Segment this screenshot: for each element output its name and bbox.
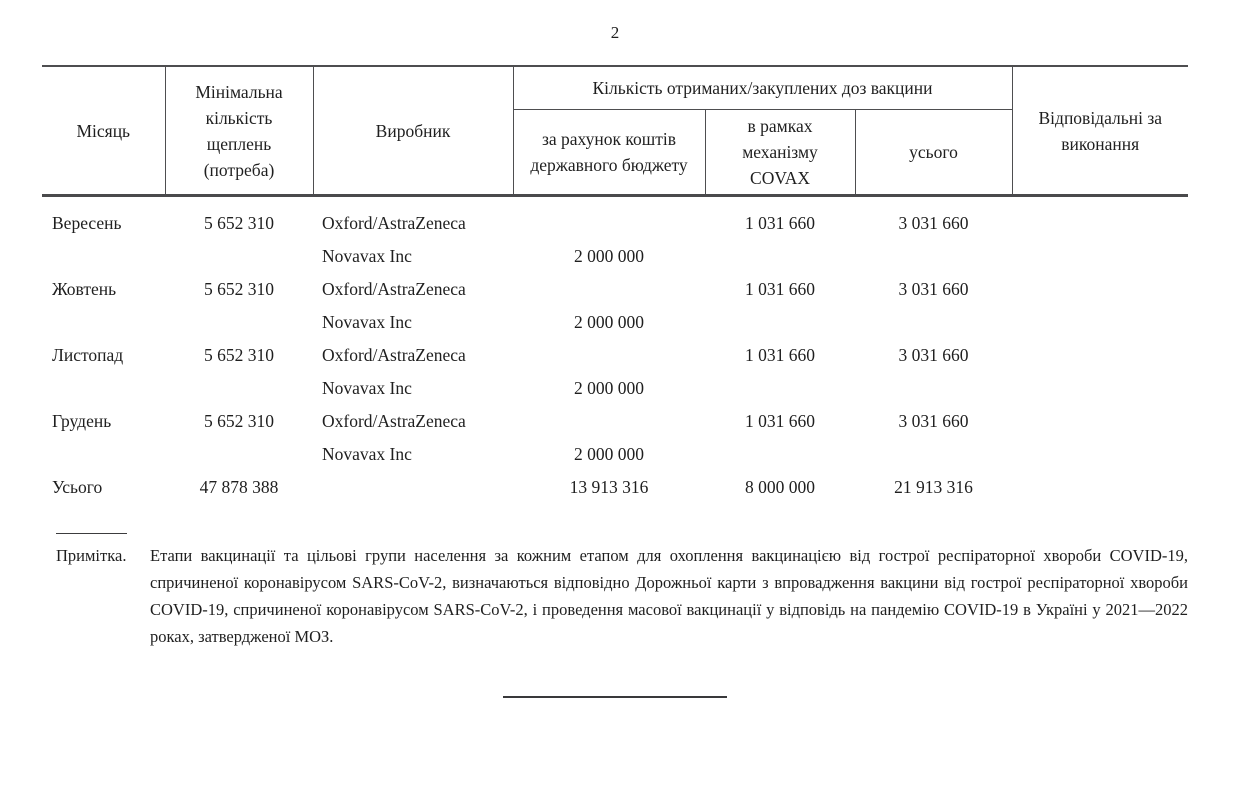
col-header-total: усього bbox=[855, 110, 1012, 196]
cell-total: 3 031 660 bbox=[898, 279, 969, 299]
cell-manufacturer: Novavax Inc bbox=[322, 312, 412, 332]
cell-responsible bbox=[1012, 196, 1188, 241]
cell-covax bbox=[705, 372, 855, 405]
cell-min-count: 5 652 310 bbox=[204, 411, 274, 431]
cell-total bbox=[855, 372, 1012, 405]
cell-state-budget: 2 000 000 bbox=[574, 246, 644, 266]
cell-total bbox=[855, 438, 1012, 471]
cell-covax bbox=[705, 438, 855, 471]
cell-min-count: 5 652 310 bbox=[204, 213, 274, 233]
col-header-responsible: Відповідальні за виконання bbox=[1012, 66, 1188, 196]
table-row bbox=[42, 438, 1188, 471]
cell-state-budget bbox=[513, 273, 705, 306]
col-header-state-budget: за рахунок коштів державного бюджету bbox=[513, 110, 705, 196]
cell-month: Жовтень bbox=[52, 279, 117, 299]
cell-responsible bbox=[1012, 306, 1188, 339]
table-row bbox=[42, 306, 1188, 339]
cell-month bbox=[42, 240, 165, 273]
table-body bbox=[42, 196, 1188, 505]
table-row bbox=[42, 240, 1188, 273]
cell-manufacturer: Novavax Inc bbox=[322, 246, 412, 266]
cell-total: 21 913 316 bbox=[894, 477, 973, 497]
vaccine-doses-table bbox=[42, 65, 1188, 504]
table-row bbox=[42, 273, 1188, 306]
cell-responsible bbox=[1012, 339, 1188, 372]
cell-responsible bbox=[1012, 240, 1188, 273]
col-header-covax: в рамках механізму COVAX bbox=[705, 110, 855, 196]
cell-total: 3 031 660 bbox=[898, 345, 969, 365]
cell-state-budget: 2 000 000 bbox=[574, 378, 644, 398]
cell-min-count bbox=[165, 372, 313, 405]
cell-state-budget bbox=[513, 405, 705, 438]
cell-responsible bbox=[1012, 438, 1188, 471]
col-header-min-count: Мінімальна кількість щеплень (потреба) bbox=[165, 66, 313, 196]
cell-manufacturer: Novavax Inc bbox=[322, 378, 412, 398]
cell-state-budget: 13 913 316 bbox=[569, 477, 649, 497]
cell-total bbox=[855, 306, 1012, 339]
cell-state-budget: 2 000 000 bbox=[574, 444, 644, 464]
cell-responsible bbox=[1012, 471, 1188, 504]
table-row bbox=[42, 405, 1188, 438]
cell-month: Грудень bbox=[52, 411, 112, 431]
header-row-1 bbox=[42, 66, 1188, 110]
cell-manufacturer: Oxford/AstraZeneca bbox=[322, 345, 466, 365]
cell-responsible bbox=[1012, 405, 1188, 438]
cell-state-budget bbox=[513, 196, 705, 241]
table-header bbox=[42, 66, 1188, 196]
cell-month: Усього bbox=[52, 477, 103, 497]
cell-covax bbox=[705, 240, 855, 273]
signature-rule bbox=[503, 696, 727, 698]
cell-manufacturer: Oxford/AstraZeneca bbox=[322, 279, 466, 299]
cell-min-count: 5 652 310 bbox=[204, 279, 274, 299]
note-label: Примітка. bbox=[56, 546, 127, 565]
note-block bbox=[56, 542, 1188, 650]
col-header-manufacturer: Виробник bbox=[313, 66, 513, 196]
note-text: Етапи вакцинації та цільові групи населення за кожним етапом для охоплення вакцинацією від гострої респіраторної хвороби COVID-19, спричиненої коронавірусом SARS-CoV-2, визначаються відповідно Дорожньої карти з впровадження вакцини від гострої респіраторної хвороби COVID-19, спричиненої коронавірусом SARS-CoV-2, і проведення масової вакцинації у відповідь на пандемію COVID-19 в Україні у 2021—2022 роках, затвердженої МОЗ. bbox=[150, 546, 1188, 646]
page-number: 2 bbox=[610, 23, 620, 42]
cell-manufacturer: Oxford/AstraZeneca bbox=[322, 411, 466, 431]
cell-min-count bbox=[165, 438, 313, 471]
cell-month bbox=[42, 372, 165, 405]
cell-total bbox=[855, 240, 1012, 273]
cell-responsible bbox=[1012, 273, 1188, 306]
cell-covax: 1 031 660 bbox=[745, 213, 815, 233]
table-row bbox=[42, 339, 1188, 372]
table-row-total bbox=[42, 471, 1188, 504]
cell-covax: 1 031 660 bbox=[745, 279, 815, 299]
cell-manufacturer: Oxford/AstraZeneca bbox=[322, 213, 466, 233]
cell-month bbox=[42, 306, 165, 339]
cell-responsible bbox=[1012, 372, 1188, 405]
cell-covax: 1 031 660 bbox=[745, 345, 815, 365]
note-divider-rule bbox=[56, 533, 127, 534]
cell-covax: 1 031 660 bbox=[745, 411, 815, 431]
cell-month: Листопад bbox=[52, 345, 124, 365]
cell-total: 3 031 660 bbox=[898, 213, 969, 233]
cell-min-count bbox=[165, 240, 313, 273]
col-header-doses-group: Кількість отриманих/закуплених доз вакцини bbox=[513, 66, 1012, 110]
cell-state-budget bbox=[513, 339, 705, 372]
cell-manufacturer: Novavax Inc bbox=[322, 444, 412, 464]
cell-manufacturer bbox=[313, 471, 513, 504]
col-header-month: Місяць bbox=[42, 66, 165, 196]
cell-month: Вересень bbox=[52, 213, 122, 233]
table-row bbox=[42, 196, 1188, 241]
cell-month bbox=[42, 438, 165, 471]
cell-covax bbox=[705, 306, 855, 339]
cell-state-budget: 2 000 000 bbox=[574, 312, 644, 332]
document-page bbox=[42, 0, 1188, 698]
cell-min-count: 5 652 310 bbox=[204, 345, 274, 365]
cell-min-count: 47 878 388 bbox=[199, 477, 279, 497]
cell-min-count bbox=[165, 306, 313, 339]
cell-total: 3 031 660 bbox=[898, 411, 969, 431]
table-row bbox=[42, 372, 1188, 405]
cell-covax: 8 000 000 bbox=[745, 477, 815, 497]
